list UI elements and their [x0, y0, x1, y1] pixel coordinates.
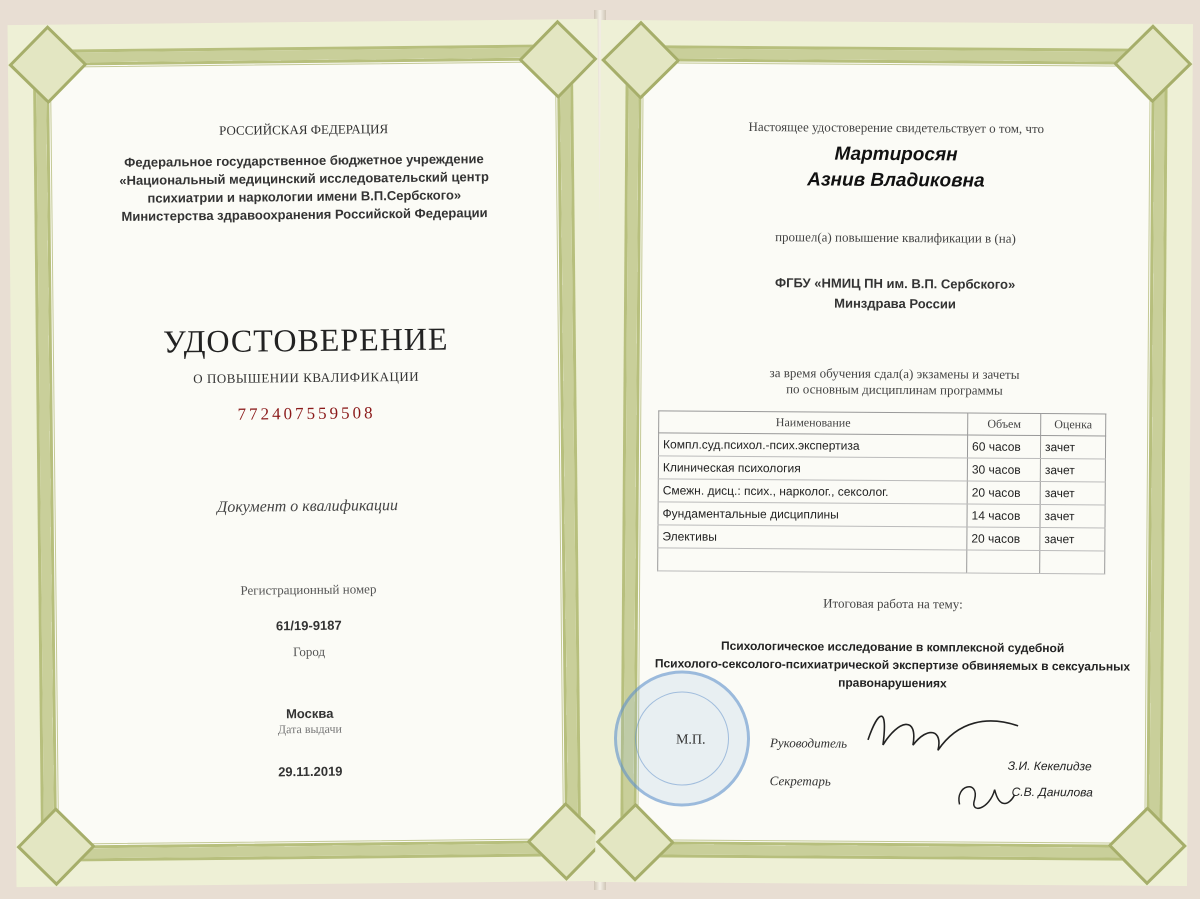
column-header: Оценка	[1041, 414, 1106, 436]
registration-label: Регистрационный номер	[240, 581, 377, 598]
institution-name: Федеральное государственное бюджетное учреждение «Национальный медицинский исследовательский центр психиатрии и наркологии имени В.П.Сербского» Министерства здравоохранения Российской Федерации	[119, 151, 489, 224]
hours-cell: 14 часов	[967, 504, 1040, 528]
city-value: Москва	[285, 705, 334, 722]
discipline-cell: Компл.суд.психол.-псих.экспертиза	[658, 433, 967, 458]
recipient-surname: Мартиросян	[834, 143, 958, 166]
final-work-label: Итоговая работа на тему:	[823, 595, 963, 612]
column-header: Объем	[968, 413, 1041, 436]
discipline-cell: Элективы	[658, 525, 967, 550]
table-header-row	[659, 411, 1106, 436]
table-row-empty	[658, 548, 1105, 574]
discipline-cell: Смежн. дисц.: псих., нарколог., сексолог.	[658, 479, 967, 504]
secretary-signature	[949, 774, 1019, 819]
registration-number: 61/19-9187	[275, 617, 342, 634]
hours-cell: 20 часов	[967, 481, 1040, 505]
supervisor-name: З.И. Кекелидзе	[1007, 758, 1092, 774]
grade-cell: зачет	[1040, 436, 1105, 459]
hours-cell: 60 часов	[967, 435, 1040, 459]
grade-cell: зачет	[1040, 482, 1105, 505]
organization-line-2: Минздрава России	[834, 295, 956, 312]
grade-cell: зачет	[1040, 528, 1105, 551]
organization-line-1: ФГБУ «НМИЦ ПН им. В.П. Сербского»	[775, 275, 1016, 292]
issue-date: 29.11.2019	[278, 763, 343, 780]
document-type: Документ о квалификации	[217, 497, 399, 516]
supervisor-label: Руководитель	[769, 735, 848, 751]
exams-text-1: за время обучения сдал(а) экзамены и зачеты	[769, 365, 1020, 382]
date-label: Дата выдачи	[277, 721, 342, 737]
exams-text-2: по основным дисциплинам программы	[786, 381, 1003, 398]
supervisor-signature	[858, 700, 1028, 761]
serial-number: 772407559508	[237, 403, 376, 424]
table-row	[658, 502, 1105, 528]
column-header: Наименование	[659, 411, 968, 435]
table-row	[658, 479, 1105, 505]
document-title: УДОСТОВЕРЕНИЕ	[162, 320, 449, 360]
hours-cell: 30 часов	[967, 458, 1040, 482]
right-page	[595, 20, 1193, 886]
table-row	[658, 456, 1105, 482]
recipient-given-names: Азнив Владиковна	[807, 169, 985, 192]
country-label: РОССИЙСКАЯ ФЕДЕРАЦИЯ	[218, 121, 389, 138]
hours-cell: 20 часов	[967, 527, 1040, 551]
discipline-cell: Фундаментальные дисциплины	[658, 502, 967, 527]
seal-place-label: М.П.	[675, 732, 706, 748]
thesis-title: Психологическое исследование в комплексной судебной Психолого-сексолого-психиатрической экспертизе обвиняемых в сексуальных правонарушениях	[654, 638, 1131, 691]
grades-table	[657, 410, 1106, 574]
intro-text: Настоящее удостоверение свидетельствует о том, что	[748, 118, 1045, 137]
table-row	[658, 433, 1105, 459]
discipline-cell: Клиническая психология	[658, 456, 967, 481]
secretary-label: Секретарь	[769, 773, 831, 789]
grade-cell: зачет	[1040, 505, 1105, 528]
city-label: Город	[292, 643, 326, 660]
table-row	[658, 525, 1105, 551]
passed-text: прошел(а) повышение квалификации в (на)	[775, 229, 1016, 246]
secretary-name: С.В. Данилова	[1011, 784, 1093, 800]
left-page	[8, 19, 607, 887]
grade-cell: зачет	[1040, 459, 1105, 482]
document-subtitle: О ПОВЫШЕНИИ КВАЛИФИКАЦИИ	[193, 368, 420, 387]
